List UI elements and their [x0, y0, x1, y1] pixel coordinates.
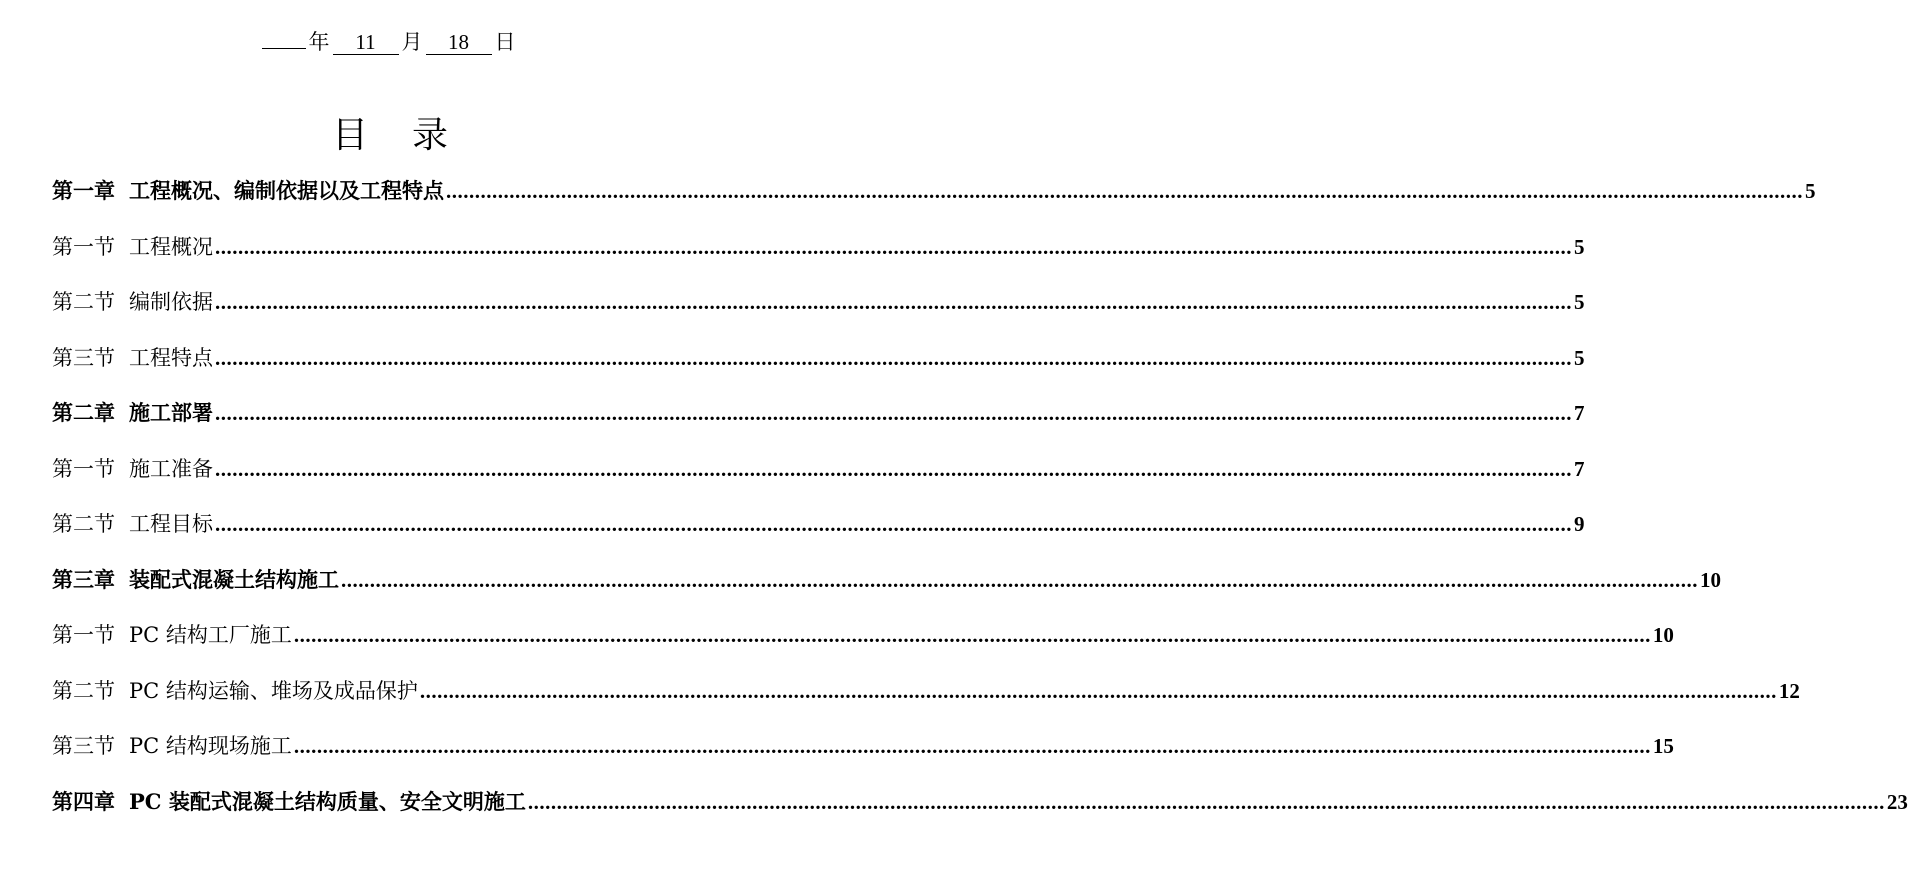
toc-entry[interactable]: [52, 610, 1674, 666]
toc-entry-page: 7: [1574, 401, 1585, 425]
toc-entry-page: 5: [1805, 179, 1816, 203]
day-value: 18: [426, 30, 492, 55]
toc-entry-label: [52, 444, 213, 494]
toc-entry-label: [52, 499, 213, 549]
toc-entry[interactable]: [52, 166, 1816, 222]
toc-entry-number: 第二章: [52, 400, 115, 425]
toc-entry-page: 5: [1574, 234, 1585, 259]
toc-entry-number: 第一节: [52, 456, 115, 481]
toc-entry-number: 第二节: [52, 678, 115, 703]
table-of-contents: [52, 166, 1908, 832]
toc-entry-label: [52, 555, 339, 605]
month-value: 11: [333, 30, 399, 55]
toc-entry-label: [52, 777, 526, 827]
toc-dot-leader: ............................................................................................................................................................................................................................................: [341, 567, 1698, 592]
toc-entry[interactable]: [52, 444, 1585, 500]
toc-entry-page: 9: [1574, 512, 1585, 536]
toc-entry-number: 第三节: [52, 734, 115, 758]
toc-entry-label: [52, 277, 213, 327]
toc-entry-page: 5: [1574, 345, 1585, 370]
toc-entry-title: 工程概况: [129, 234, 213, 259]
toc-entry-number: 第四章: [52, 788, 115, 814]
toc-entry-number: 第二节: [52, 290, 115, 314]
toc-entry-page: 7: [1574, 456, 1585, 481]
toc-dot-leader: ............................................................................................................................................................................................................................................: [293, 623, 1651, 647]
toc-entry[interactable]: [52, 777, 1908, 833]
toc-entry-page: 10: [1700, 567, 1721, 592]
toc-entry[interactable]: [52, 555, 1721, 611]
toc-entry-label: [52, 721, 292, 771]
toc-entry-title: PC 结构工厂施工: [129, 623, 292, 647]
toc-dot-leader: ............................................................................................................................................................................................................................................: [215, 512, 1572, 536]
toc-entry[interactable]: [52, 388, 1585, 444]
date-line: [0, 28, 780, 56]
toc-entry-page: 23: [1886, 789, 1908, 814]
toc-entry-page: 12: [1778, 678, 1800, 703]
toc-entry-number: 第一章: [52, 178, 115, 203]
toc-dot-leader: ............................................................................................................................................................................................................................................: [215, 401, 1572, 425]
toc-entry[interactable]: [52, 333, 1585, 389]
toc-entry-label: [52, 666, 418, 716]
toc-entry-label: [52, 388, 213, 438]
toc-dot-leader: ............................................................................................................................................................................................................................................: [419, 678, 1777, 703]
month-unit: 月: [401, 30, 423, 54]
toc-entry-title: 工程概况、编制依据以及工程特点: [129, 178, 444, 203]
year-blank: [262, 48, 306, 49]
toc-entry-title: 施工准备: [129, 456, 213, 481]
toc-entry[interactable]: [52, 222, 1585, 278]
toc-entry-label: [52, 222, 213, 272]
toc-entry-title: 编制依据: [129, 290, 213, 314]
toc-dot-leader: ............................................................................................................................................................................................................................................: [215, 234, 1572, 259]
toc-dot-leader: ............................................................................................................................................................................................................................................: [215, 290, 1572, 314]
toc-dot-leader: ............................................................................................................................................................................................................................................: [527, 789, 1885, 814]
toc-entry-label: [52, 610, 292, 660]
toc-entry-number: 第三章: [52, 566, 115, 592]
toc-title: 目录: [331, 115, 492, 156]
toc-entry-label: [52, 333, 213, 383]
toc-entry[interactable]: [52, 277, 1585, 333]
toc-entry-title: 施工部署: [129, 400, 213, 425]
toc-entry-title: 工程目标: [129, 512, 213, 536]
toc-dot-leader: ............................................................................................................................................................................................................................................: [446, 179, 1803, 203]
toc-entry-title: PC 结构运输、堆场及成品保护: [129, 678, 418, 703]
toc-entry-number: 第三节: [52, 345, 115, 370]
toc-entry-title: 装配式混凝土结构施工: [129, 566, 339, 592]
toc-dot-leader: ............................................................................................................................................................................................................................................: [293, 734, 1651, 758]
toc-entry[interactable]: [52, 666, 1800, 722]
toc-dot-leader: ............................................................................................................................................................................................................................................: [215, 456, 1572, 481]
toc-entry[interactable]: [52, 499, 1585, 555]
toc-dot-leader: ............................................................................................................................................................................................................................................: [215, 345, 1572, 370]
day-unit: 日: [494, 30, 516, 54]
year-unit: 年: [308, 30, 330, 54]
toc-entry-label: [52, 166, 444, 216]
toc-entry-title: PC 结构现场施工: [129, 734, 292, 758]
toc-entry-page: 10: [1652, 623, 1674, 647]
toc-entry-page: 15: [1652, 734, 1674, 758]
toc-entry-title: 工程特点: [129, 345, 213, 370]
toc-entry-number: 第二节: [52, 512, 115, 536]
toc-entry-title: PC 装配式混凝土结构质量、安全文明施工: [129, 788, 526, 814]
toc-entry[interactable]: [52, 721, 1674, 777]
toc-entry-page: 5: [1574, 290, 1585, 314]
toc-entry-number: 第一节: [52, 623, 115, 647]
toc-entry-number: 第一节: [52, 234, 115, 259]
